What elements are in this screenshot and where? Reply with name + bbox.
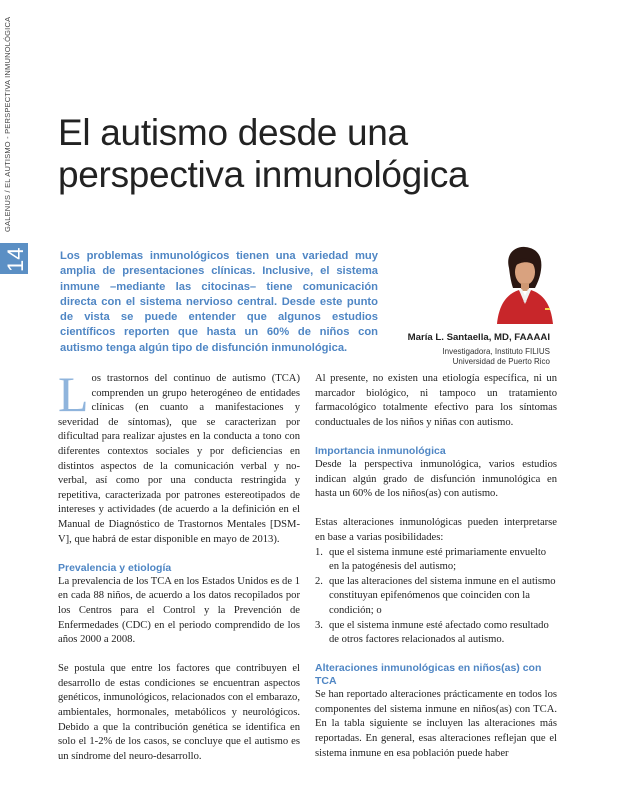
possibilities-list	[315, 546, 557, 648]
prevalence-paragraph-2: Se postula que entre los factores que contribuyen el desarrollo de estas condiciones se encuentran aspectos genéticos, inmunológicos, relacionados con el embarazo, ambientales, hormonales, metabólicos y neurológicos. Debido a que la contribución genética se identifica en solo el 1-2% de los casos, se concluye que el autismo es un síndrome del neuro-desarrollo.	[58, 663, 300, 762]
prevalence-heading: Prevalencia y etiología	[58, 561, 172, 574]
lead-paragraph: Los problemas inmunológicos tienen una variedad muy amplia de presentaciones clínicas. Inclusive, el sistema inmune –mediante las citocinas– tiene comunicación directa con el sistema nervioso central. Desde este punto de vista se puede entender que algunos estudios científicos reporten que hasta un 60% de niños con autismo tenga algún tipo de disfunción inmunológica.	[60, 250, 378, 354]
author-affiliation-line-1: Investigadora, Instituto FILIUS	[442, 347, 550, 356]
drop-cap: L	[58, 366, 89, 422]
page-number: 14	[3, 247, 28, 272]
author-photo	[495, 244, 553, 324]
running-header-text: GALENUS / EL AUTISMO - PERSPECTIVA INMUNOLÓGICA	[3, 16, 12, 232]
author-name: María L. Santaella, MD, FAAAAI	[407, 332, 550, 343]
importance-paragraph-2: Estas alteraciones inmunológicas pueden interpretarse en base a varias posibilidades:	[315, 517, 557, 543]
running-header	[3, 16, 23, 242]
title-line-2: perspectiva inmunológica	[58, 154, 469, 195]
prevalence-paragraph-1: La prevalencia de los TCA en los Estados Unidos es de 1 en cada 88 niños, de acuerdo a los datos recopilados por los Centros para el Control y la Prevención de Enfermedades (CDC) en el periodo comprendido de los años 2000 a 2008.	[58, 575, 300, 646]
alterations-heading: Alteraciones inmunológicas en niños(as) con TCA	[315, 662, 542, 688]
alterations-paragraph: Se han reportado alteraciones prácticamente en todos los componentes del sistema inmune en niños(as) con TCA. En la tabla siguiente se incluyen las alteraciones más reportadas. En general, esas alteraciones reflejan que el sistema inmune en esa población puede haber	[315, 689, 557, 759]
importance-paragraph-1: Desde la perspectiva inmunológica, varios estudios indican algún grado de disfunción inmunológica en hasta un 60% de los niños(as) con autismo.	[315, 458, 557, 500]
title-line-1: El autismo desde una	[58, 112, 408, 153]
author-affiliation	[442, 347, 550, 367]
article-title	[58, 112, 578, 196]
intro-text: os trastornos del continuo de autismo (TCA) comprenden un grupo heterogéneo de entidades clínicas (en cuanto a manifestaciones y severidad de síntomas), que se caracterizan por dificultad para realizar ajustes en la conducta a tono con diferentes contextos sociales y por deficiencias en distintos aspectos de la comunicación verbal y no-verbal, así como por una conducta restringida y repetitiva, caracterizada por patrones estereotipados de intereses y actividades (de acuerdo a la definición en el Manual de Diagnóstico de Trastornos Mentales [DSM-V], que habrá de estar disponible en mayo de 2013).	[58, 373, 300, 545]
intro-paragraph	[58, 366, 300, 547]
list-item: 2. que las alteraciones del sistema inmune en el autismo constituyan epifenómenos que coinciden con la condición; o	[315, 575, 556, 616]
author-affiliation-line-2: Universidad de Puerto Rico	[452, 357, 550, 366]
list-item: 3. que el sistema inmune esté afectado como resultado de otros factores relacionados al autismo.	[315, 619, 549, 646]
body-column-left	[58, 366, 300, 764]
list-item: 1. que el sistema inmune esté primariamente envuelto en la patogénesis del autismo;	[315, 546, 547, 573]
importance-heading: Importancia inmunológica	[315, 444, 446, 457]
body-column-right	[315, 372, 557, 761]
etiology-paragraph: Al presente, no existen una etiología específica, ni un marcador biológico, ni tampoco un tratamiento farmacológico totalmente efectivo para los síntomas conductuales de los niños y niñas con autismo.	[315, 373, 557, 428]
sidebar	[0, 0, 28, 802]
